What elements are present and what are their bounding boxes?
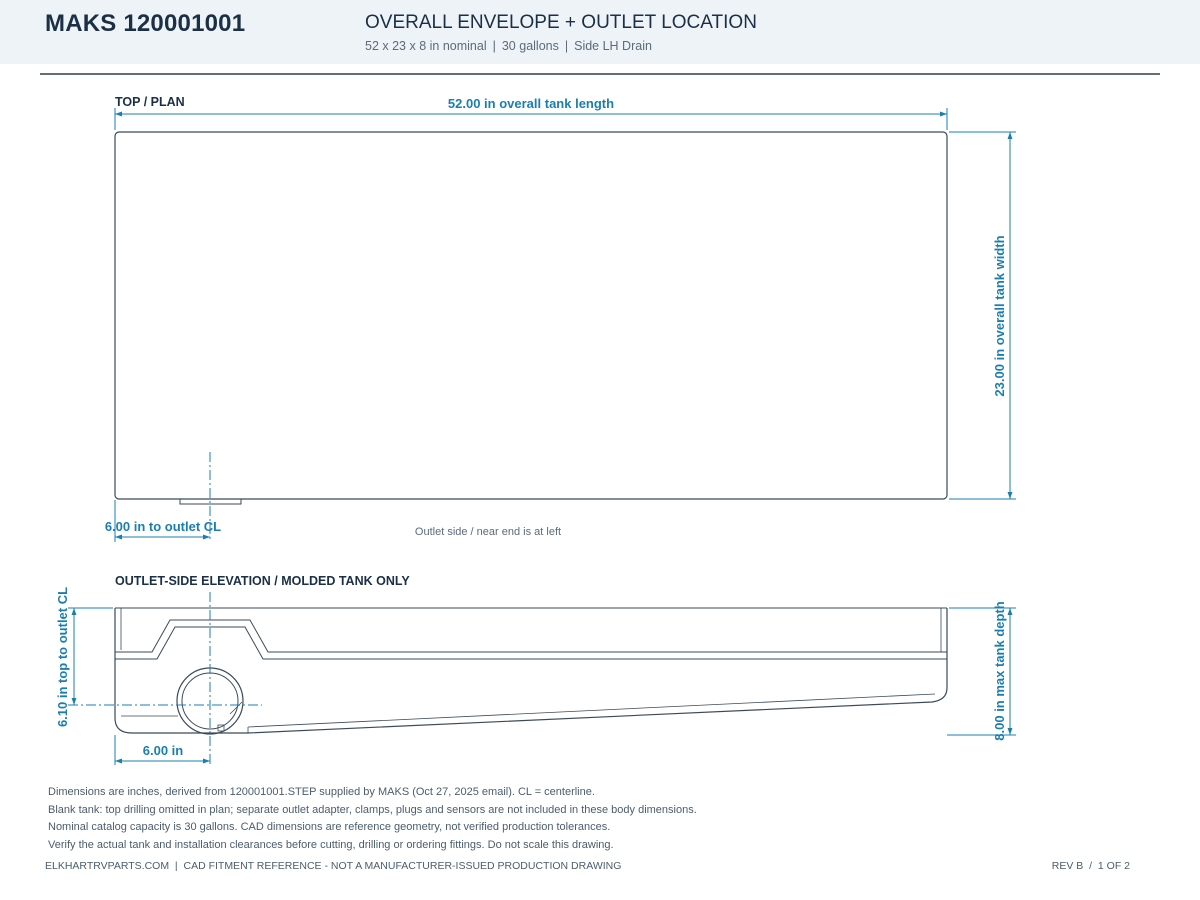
subtitle-drain: Side LH Drain [574, 39, 652, 53]
plan-view-title: TOP / PLAN [115, 95, 185, 109]
length-dimension-label: 52.00 in overall tank length [447, 96, 615, 111]
width-dimension-label: 23.00 in overall tank width [992, 235, 1007, 397]
subtitle-nominal-size: 52 x 23 x 8 in nominal [365, 39, 487, 53]
depth-dimension-label: 8.00 in max tank depth [992, 601, 1007, 741]
note-line: Verify the actual tank and installation clearances before cutting, drilling or ordering fittings. Do not scale this drawing. [48, 838, 614, 851]
top-to-outlet-dimension-label: 6.10 in top to outlet CL [55, 586, 70, 728]
part-number: MAKS 120001001 [45, 10, 246, 37]
top-to-outlet-dimension [68, 608, 113, 705]
footer-disclaimer: ELKHARTRVPARTS.COM | CAD FITMENT REFERENCE - NOT A MANUFACTURER-ISSUED PRODUCTION DRAWING [45, 860, 622, 872]
subtitle-separator: | [492, 39, 496, 53]
note-line: Dimensions are inches, derived from 120001001.STEP supplied by MAKS (Oct 27, 2025 email). CL = centerline. [48, 786, 595, 798]
subtitle-separator: | [564, 39, 569, 53]
note-line: Nominal catalog capacity is 30 gallons. CAD dimensions are reference geometry, not verified production tolerances. [48, 821, 611, 833]
plan-outlet-side-note: Outlet side / near end is at left [414, 526, 562, 538]
length-dimension [115, 108, 947, 130]
elevation-outlet-dimension-label: 6.00 in [142, 743, 184, 758]
plan-tank-outline [115, 132, 947, 499]
footer-revision: REV B / 1 OF 2 [1051, 860, 1130, 872]
sheet-title: OVERALL ENVELOPE + OUTLET LOCATION [365, 12, 757, 33]
drawing-notes [48, 784, 697, 854]
subtitle-capacity: 30 gallons [501, 39, 559, 53]
plan-outlet-dimension-label: 6.00 in to outlet CL [104, 519, 222, 534]
elevation-view-title: OUTLET-SIDE ELEVATION / MOLDED TANK ONLY [115, 574, 410, 588]
note-line: Blank tank: top drilling omitted in plan; separate outlet adapter, clamps, plugs and sensors are not included in these body dimensions. [48, 803, 697, 816]
